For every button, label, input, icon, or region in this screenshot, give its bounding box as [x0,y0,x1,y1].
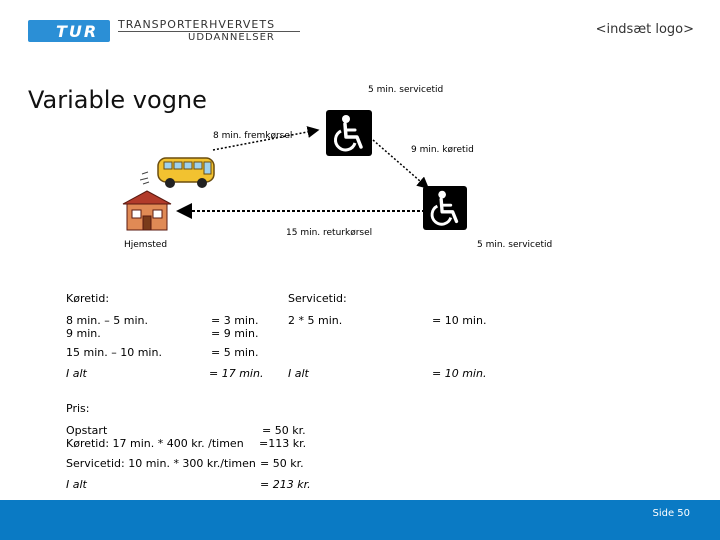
price-service-value: = 50 kr. [260,457,304,470]
service-row1-eq: = 10 min. [432,314,487,327]
price-total-value: = 213 kr. [260,478,311,491]
home-label: Hjemsted [124,240,168,250]
logo-placeholder: <indsæt logo> [595,22,694,37]
drive-row1-a: 8 min. – 5 min. [66,314,148,327]
return-label: 15 min. returkørsel [286,228,373,238]
service-row1: 2 * 5 min. [288,314,343,327]
drive-label: 9 min. køretid [411,145,474,155]
price-start-label: Opstart [66,424,108,437]
page-number: Side 50 [652,508,690,519]
wheelchair-icon [423,186,467,230]
drive-total-value: = 17 min. [209,367,264,380]
drive-row2-eq: = 5 min. [211,346,259,359]
drive-row2: 15 min. – 10 min. [66,346,162,359]
logo-line1: TRANSPORTERHVERVETS [118,18,276,31]
bus-icon [140,152,218,192]
price-drive-value: =113 kr. [259,437,307,450]
service-top-label: 5 min. servicetid [368,85,444,95]
house-icon [122,188,172,232]
drive-row1-eq-a: = 3 min. [211,314,259,327]
price-drive-label: Køretid: 17 min. * 400 kr. /timen [66,437,244,450]
drive-time-header: Køretid: [66,292,110,305]
outbound-label: 8 min. fremkørsel [213,131,293,141]
price-start-value: = 50 kr. [262,424,306,437]
footer-bar [0,500,720,540]
price-total-label: I alt [66,478,87,491]
service-total-label: I alt [288,367,309,380]
wheelchair-icon [326,110,372,156]
price-header: Pris: [66,402,90,415]
logo-line2: UDDANNELSER [188,32,275,43]
page-title: Variable vogne [28,86,207,114]
drive-row1-b: 9 min. [66,327,101,340]
logo-mark-text: TUR [56,22,99,41]
price-service-label: Servicetid: 10 min. * 300 kr./timen [66,457,256,470]
service-time-header: Servicetid: [288,292,347,305]
drive-row1-eq-b: = 9 min. [211,327,259,340]
drive-total-label: I alt [66,367,87,380]
service-bottom-label: 5 min. servicetid [477,240,553,250]
service-total-value: = 10 min. [432,367,487,380]
